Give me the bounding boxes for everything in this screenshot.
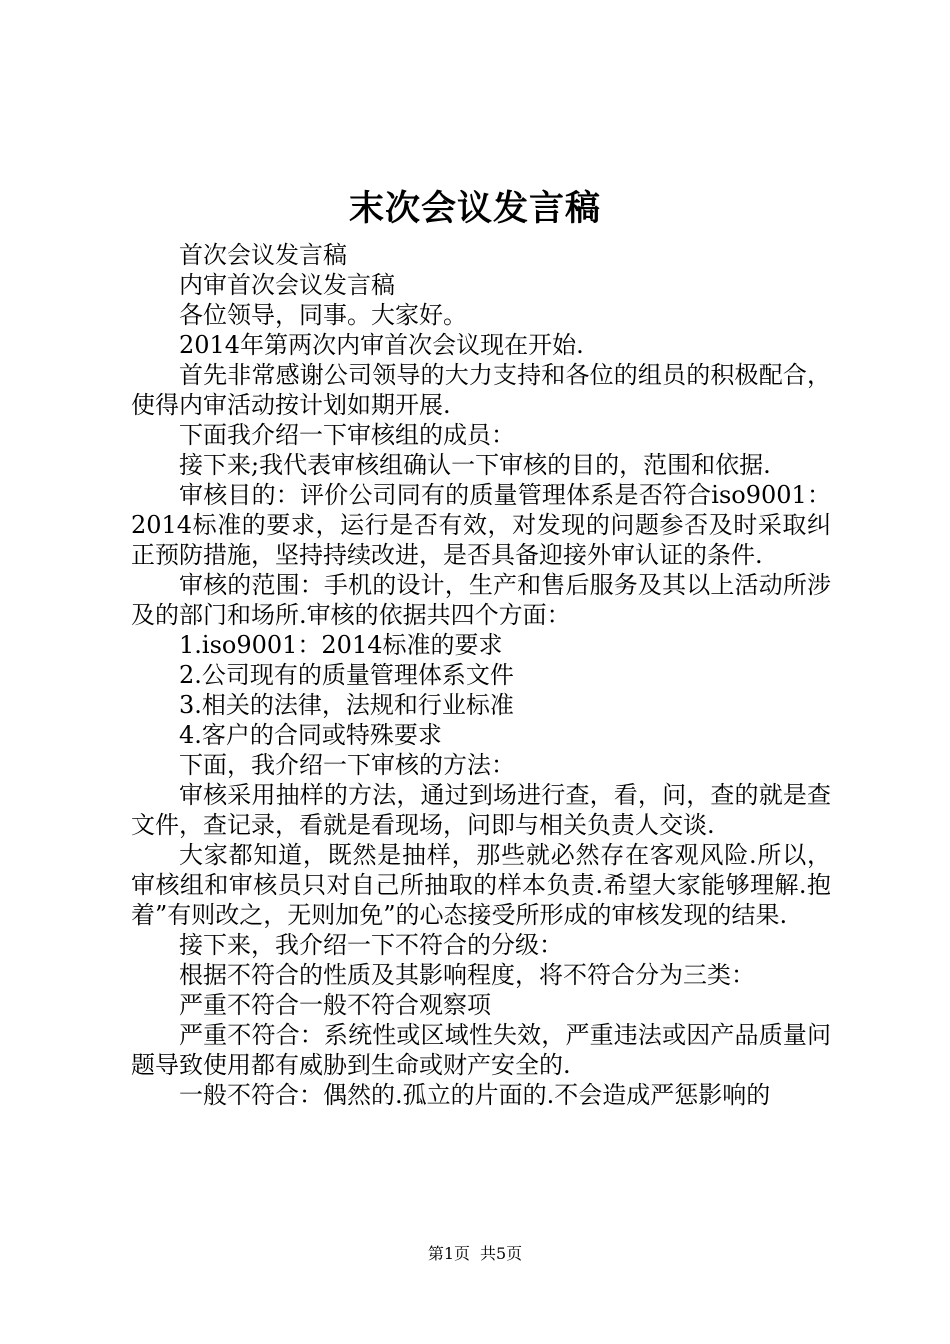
paragraph: 内审首次会议发言稿 [179, 271, 395, 299]
paragraph: 首先非常感谢公司领导的大力支持和各位的组员的积极配合，使得内审活动按计划如期开展. [131, 361, 831, 419]
page-number: 第1页 [427, 1244, 470, 1263]
paragraph: 各位领导，同事。大家好。 [179, 301, 467, 329]
list-item: 2.公司现有的质量管理体系文件 [179, 661, 514, 689]
paragraph: 严重不符合一般不符合观察项 [179, 991, 491, 1019]
page-total: 共5页 [480, 1244, 523, 1263]
paragraph: 接下来;我代表审核组确认一下审核的目的，范围和依据. [179, 451, 771, 479]
paragraph: 下面，我介绍一下审核的方法： [179, 751, 515, 779]
paragraph: 大家都知道，既然是抽样，那些就必然存在客观风险.所以，审核组和审核员只对自己所抽取的样本负责.希望大家能够理解.抱着”有则改之，无则加免”的心态接受所形成的审核发现的结果. [131, 841, 831, 929]
paragraph: 审核的范围：手机的设计，生产和售后服务及其以上活动所涉及的部门和场所.审核的依据共四个方面： [131, 571, 831, 629]
paragraph: 接下来，我介绍一下不符合的分级： [179, 931, 563, 959]
paragraph: 一般不符合：偶然的.孤立的片面的.不会造成严惩影响的 [179, 1081, 771, 1109]
paragraph: 审核目的：评价公司同有的质量管理体系是否符合iso9001：2014标准的要求，运行是否有效，对发现的问题参否及时采取纠正预防措施，坚持持续改进，是否具备迎接外审认证的条件. [131, 481, 831, 569]
paragraph: 审核采用抽样的方法，通过到场进行查，看，问，查的就是查文件，查记录，看就是看现场，问即与相关负责人交谈. [131, 781, 831, 839]
paragraph: 下面我介绍一下审核组的成员： [179, 421, 515, 449]
document-body [131, 240, 831, 1110]
paragraph: 2014年第两次内审首次会议现在开始. [179, 331, 584, 359]
list-item: 4.客户的合同或特殊要求 [179, 721, 442, 749]
page-footer [0, 1244, 950, 1264]
document-title: 末次会议发言稿 [348, 189, 601, 229]
list-item: 1.iso9001：2014标准的要求 [179, 631, 503, 659]
paragraph: 根据不符合的性质及其影响程度，将不符合分为三类： [179, 961, 755, 989]
paragraph: 严重不符合：系统性或区域性失效，严重违法或因产品质量问题导致使用都有威胁到生命或财产安全的. [131, 1021, 831, 1079]
list-item: 3.相关的法律，法规和行业标准 [179, 691, 514, 719]
paragraph: 首次会议发言稿 [179, 241, 347, 269]
